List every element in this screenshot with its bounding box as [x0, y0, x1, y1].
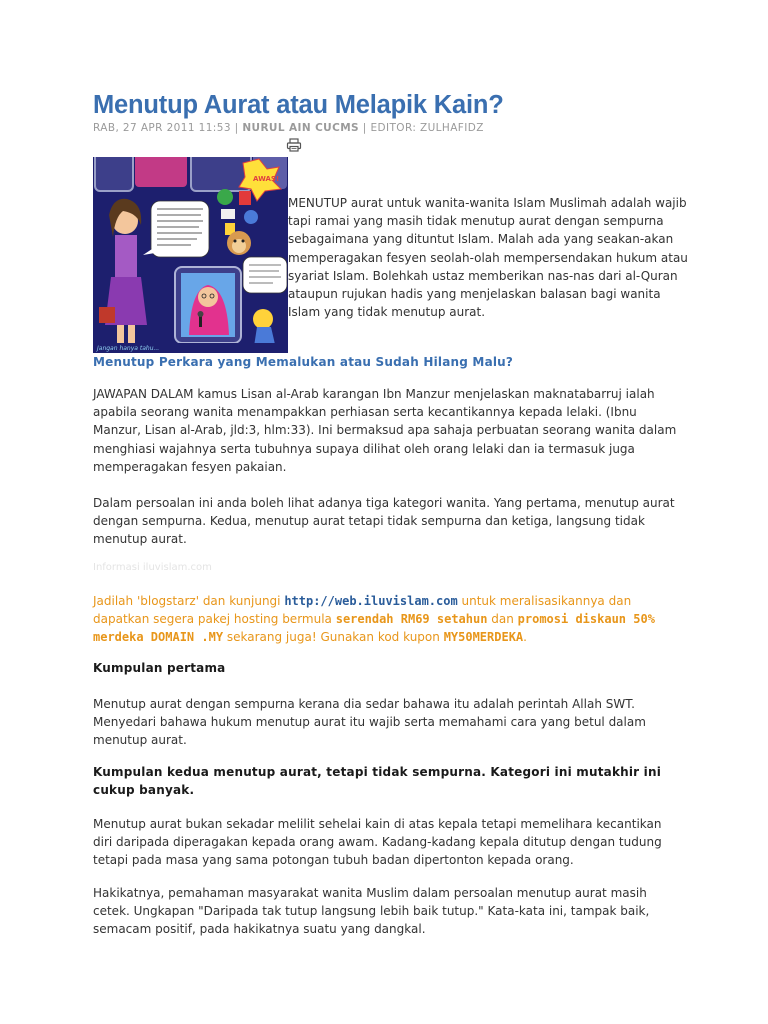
- meta-separator: |: [230, 122, 243, 134]
- promo-block: [93, 592, 683, 647]
- paragraph-5: Hakikatnya, pemahaman masyarakat wanita Muslim dalam persoalan menutup aurat masih cetek. Ungkapan "Daripada tak tutup langsung lebih baik tutup." Kata-kata ini, tampak baik, semacam positif, pada hakikatnya suatu yang dangkal.: [93, 886, 650, 937]
- section-heading-1: Kumpulan pertama: [93, 661, 226, 675]
- promo-text: untuk meralisasikannya dan dapatkan segera pakej hosting bermula: [93, 594, 632, 627]
- article-author[interactable]: NURUL AIN CUCMS: [242, 122, 360, 134]
- article-title: Menutup Aurat atau Melapik Kain?: [93, 91, 504, 119]
- badge-text: AWAS!: [253, 175, 280, 183]
- meta-separator: |: [359, 122, 371, 134]
- paragraph-1: JAWAPAN DALAM kamus Lisan al-Arab karangan Ibn Manzur menjelaskan maknatabarruj ialah apabila seorang wanita menampakkan perhiasan serta kecantikannya kepada lelaki. (Ibnu Manzur, Lisan al-Arab, jld:3, hlm:33). Ini bermaksud apa sahaja perbuatan seorang wanita dalam menghiasi wajahnya serta tubuhnya supaya dilihat oleh orang lelaki dan ia termasuk juga memperagakan fesyen pakaian.: [93, 387, 677, 474]
- article-meta: [93, 122, 484, 134]
- paragraph-4: Menutup aurat bukan sekadar melilit sehelai kain di atas kepala tetapi memelihara kecantikan diri daripada diperagakan kepada orang awam. Kadang-kadang kepala ditutup dengan tudung tetapi pada masa yang sama potongan tubuh badan dipertonton kepada orang.: [93, 817, 662, 868]
- promo-discount: promosi diskaun 50% merdeka DOMAIN .MY: [93, 612, 655, 645]
- promo-text: sekarang juga! Gunakan kod kupon: [223, 630, 444, 645]
- promo-price: serendah RM69 setahun: [335, 612, 488, 627]
- illustration-caption: Jangan hanya tahu...: [97, 345, 160, 352]
- paragraph-3: Menutup aurat dengan sempurna kerana dia sedar bahawa itu adalah perintah Allah SWT. Menyedari bahawa hukum menutup aurat itu wajib serta memahami cara yang betul dalam menutup aurat.: [93, 697, 646, 748]
- promo-url-link[interactable]: http://web.iluvislam.com: [284, 594, 458, 608]
- paragraph-2: Dalam persoalan ini anda boleh lihat adanya tiga kategori wanita. Yang pertama, menutup aurat dengan sempurna. Kedua, menutup aurat tetapi tidak sempurna dan ketiga, langsung tidak menutup aurat.: [93, 496, 675, 547]
- promo-text: Jadilah 'blogstarz' dan kunjungi: [93, 594, 285, 608]
- promo-coupon-code: MY50MERDEKA: [443, 630, 524, 645]
- section-heading-2: Kumpulan kedua menutup aurat, tetapi tidak sempurna. Kategori ini mutakhir ini cukup banyak.: [93, 765, 662, 798]
- article-intro: MENUTUP aurat untuk wanita-wanita Islam Muslimah adalah wajib tapi ramai yang masih tidak menutup aurat dengan sempurna sebagaimana yang dituntut Islam. Malah ada yang seakan-akan memperagakan fesyen seolah-olah mempersendakan hukum atau syariat Islam. Bolehkah ustaz memberikan nas-nas dari al-Quran ataupun rujukan hadis yang menjelaskan balasan bagi wanita Islam yang tidak menutup aurat.: [288, 196, 688, 320]
- promo-text: dan: [487, 612, 518, 627]
- printer-icon[interactable]: [286, 137, 302, 151]
- info-link[interactable]: Informasi iluvislam.com: [93, 562, 212, 573]
- article-date: RAB, 27 APR 2011 11:53: [93, 122, 231, 134]
- related-article-link[interactable]: Menutup Perkara yang Memalukan atau Sudah Hilang Malu?: [93, 355, 514, 369]
- article-editor: EDITOR: ZULHAFIDZ: [370, 122, 484, 134]
- article-illustration: [93, 157, 288, 353]
- promo-text: .: [523, 630, 527, 645]
